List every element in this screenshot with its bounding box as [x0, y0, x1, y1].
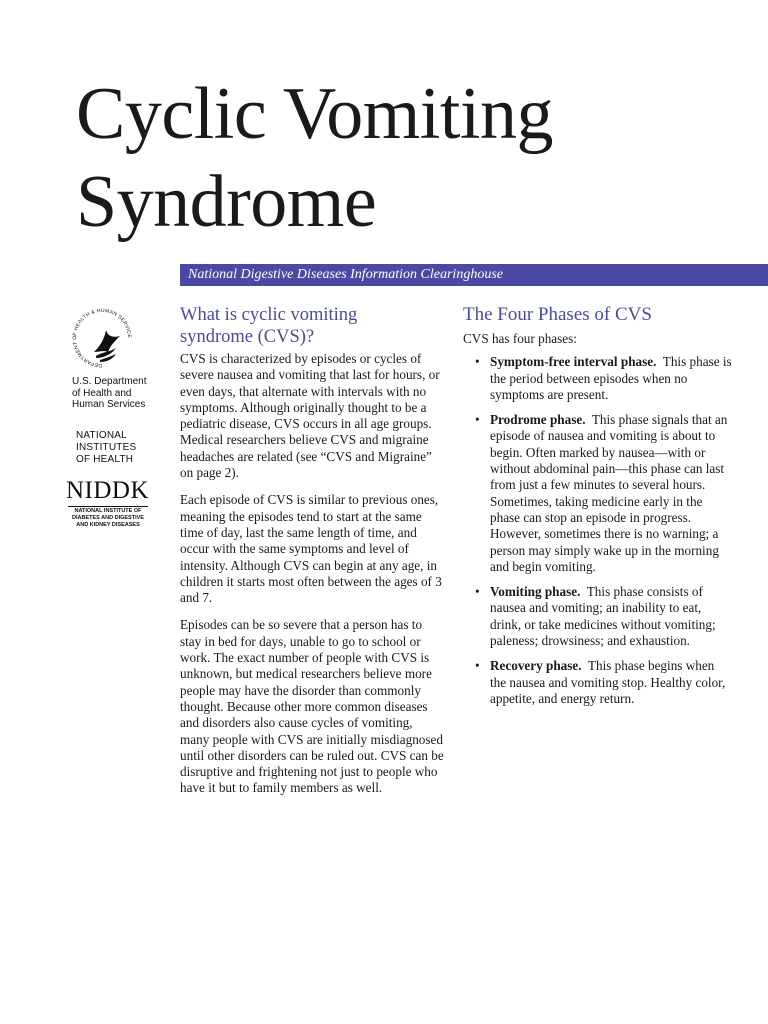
list-item	[463, 658, 733, 707]
phase-text: This phase begins when the nausea and vomiting stop. Healthy color, appetite, and energy return.	[490, 658, 726, 706]
bullet: •	[475, 412, 480, 428]
paragraph: Episodes can be so severe that a person has to stay in bed for days, unable to go to school or work. The exact number of people with CVS is unknown, but medical researchers believe more people may have the disorder than commonly thought. Because other more common diseases and disorders also cause cycles of vomiting, many people with CVS are initially misdiagnosed until other disorders can be ruled out. CVS can be disruptive and frightening not just to people who have it but to family members as well.	[180, 617, 444, 796]
seal-text: DEPARTMENT OF HEALTH & HUMAN SERVICE	[71, 307, 133, 369]
phases-lead: CVS has four phases:	[463, 331, 577, 346]
bullet: •	[475, 354, 480, 370]
niddk-logo: NIDDK	[66, 477, 150, 504]
niddk-sub-line: DIABETES AND DIGESTIVE	[72, 515, 144, 521]
phase-term: Prodrome phase.	[490, 412, 586, 428]
bullet: •	[475, 584, 480, 600]
list-item	[463, 584, 733, 649]
hhs-line: U.S. Department	[72, 376, 147, 387]
banner-text: National Digestive Diseases Information Clearinghouse	[188, 267, 503, 282]
hhs-seal-icon	[70, 306, 134, 372]
phases-list	[463, 354, 733, 707]
column-four-phases	[463, 304, 733, 716]
clearinghouse-banner	[180, 264, 768, 286]
section-heading-what-is-cvs	[180, 304, 445, 348]
niddk-subtitle	[66, 508, 150, 529]
phase-text: This phase signals that an episode of nausea and vomiting is about to begin. Often marked by nausea—with or without abdominal pain—this phase can last from just a few minutes to several hours. Sometimes, taking medicine early in the phase can stop an episode in progress. However, sometimes there is no warning; a person may simply wake up in the morning and begin vomiting.	[490, 412, 728, 574]
title-line-2: Syndrome	[76, 161, 377, 243]
section-heading-four-phases: The Four Phases of CVS	[463, 304, 652, 325]
phase-text: This phase consists of nausea and vomiting; an inability to eat, drink, or take medicines without vomiting; paleness; drowsiness; and exhaustion.	[490, 584, 716, 649]
phase-term: Symptom-free interval phase.	[490, 354, 657, 370]
niddk-sub-line: AND KIDNEY DISEASES	[76, 522, 140, 528]
column-what-is-cvs	[180, 304, 445, 808]
phase-term: Recovery phase.	[490, 658, 582, 674]
page-title	[76, 70, 553, 246]
svg-text:DEPARTMENT OF HEALTH & HUMAN S	[70, 306, 132, 368]
title-line-1: Cyclic Vomiting	[76, 73, 553, 155]
nih-line: NATIONAL	[76, 430, 127, 441]
paragraph: Each episode of CVS is similar to previous ones, meaning the episodes tend to start at the same time of day, last the same length of time, and occur with the same symptoms and level of intensity. Although CVS can begin at any age, in children it starts most often between the ages of 3 and 7.	[180, 492, 442, 606]
hhs-name	[72, 376, 168, 411]
phase-term: Vomiting phase.	[490, 584, 581, 600]
heading-line: What is cyclic vomiting	[180, 305, 358, 325]
nih-name	[76, 430, 172, 466]
phase-text: This phase is the period between episodes when no symptoms are present.	[490, 354, 732, 402]
bullet: •	[475, 658, 480, 674]
list-item	[463, 354, 733, 403]
hhs-line: Human Services	[72, 399, 146, 410]
nih-line: OF HEALTH	[76, 454, 134, 465]
niddk-rule	[68, 506, 148, 507]
list-item	[463, 412, 733, 575]
hhs-line: of Health and	[72, 387, 132, 399]
niddk-sub-line: NATIONAL INSTITUTE OF	[74, 508, 142, 514]
nih-line: INSTITUTES	[76, 442, 137, 453]
heading-line: syndrome (CVS)?	[180, 327, 315, 347]
paragraph: CVS is characterized by episodes or cycles of severe nausea and vomiting that last for hours, or even days, that alternate with intervals with no symptoms. Although originally thought to be a pediatric disease, CVS occurs in all age groups. Medical researchers believe CVS and migraine headaches are related (see “CVS and Migraine” on page 2).	[180, 351, 440, 481]
